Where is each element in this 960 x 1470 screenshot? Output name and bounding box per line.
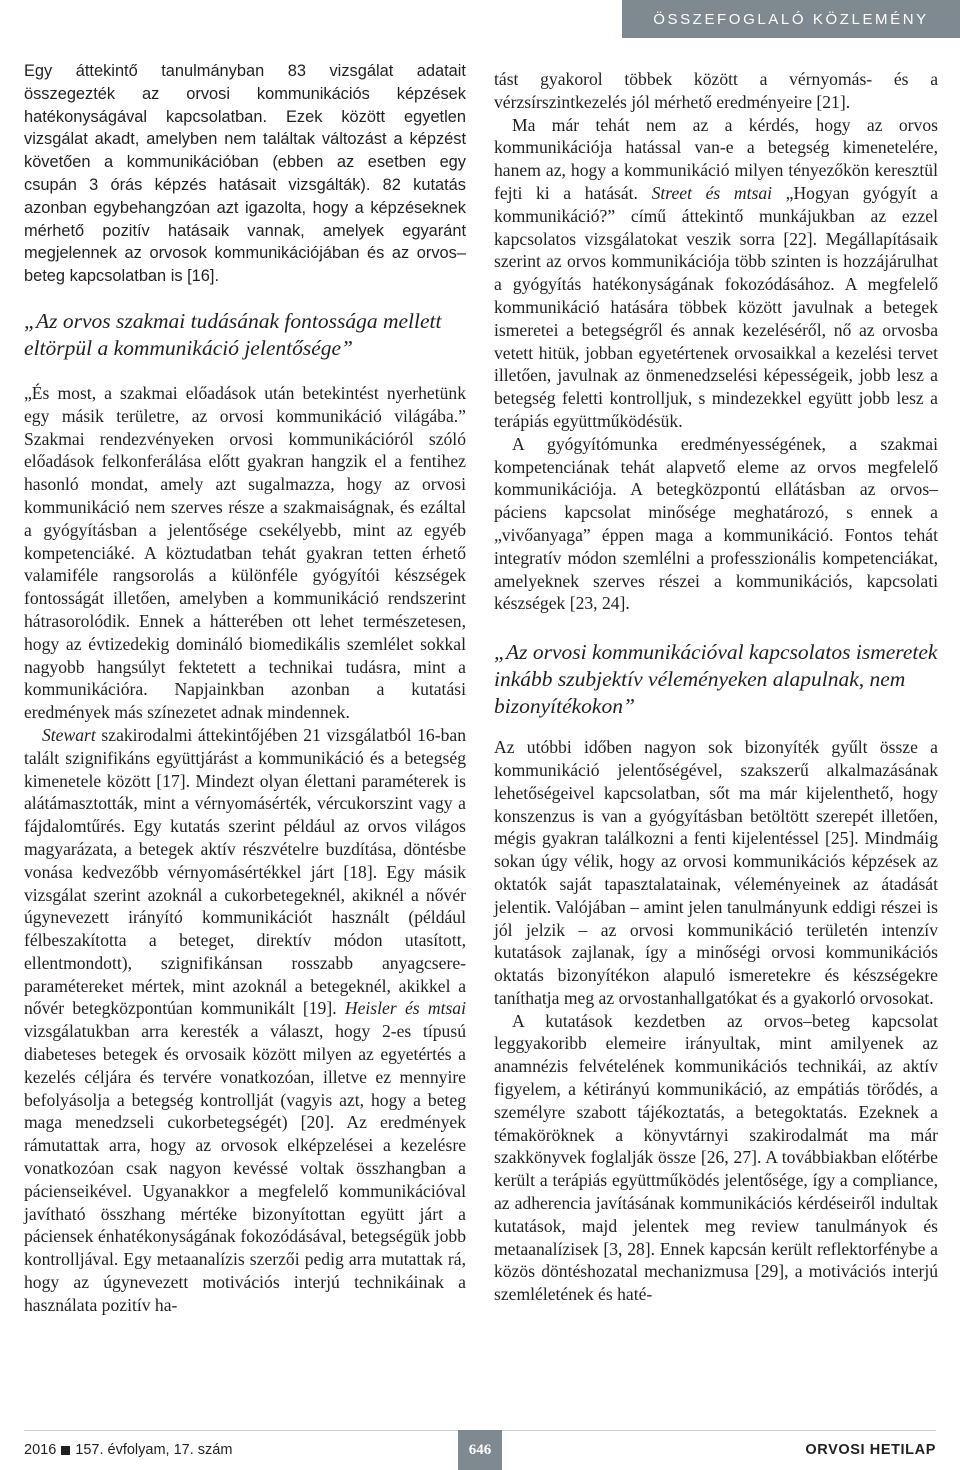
author-citation: Street és mtsai: [651, 182, 773, 203]
section-heading-2: „Az orvosi kommunikációval kapcsolatos ismeretek inkább szubjektív véleményeken alapulnak, nem bizonyítékokon”: [494, 640, 938, 719]
body-paragraph: tást gyakorol többek között a vérnyomás- és a vérzsírszintkezelés jól mérhető eredményeire [21].: [494, 69, 938, 112]
page-number: 646: [458, 1430, 502, 1470]
author-citation: Stewart: [42, 724, 96, 745]
journal-name: ORVOSI HETILAP: [805, 1442, 936, 1458]
body-text: vizsgálatukban arra keresték a választ, hogy 2-es típusú diabeteses betegek és orvosaik között milyen az egyetértés a kezelés céljára és tervére vonatkozóan, illetve ez mennyire befolyásolja a betegség kontrollját (vagyis azt, hogy a beteg maga menedzseli cukorbetegségét) [20]. Az eredmények rámutattak arra, hogy az orvosok elképzelései a kezelésre vonatkozóan csak nagyon kevéssé voltak összhangban a pácienseikével. Ugyanakkor a megfelelő kommunikációval javítható összhang mértéke bizonyítottan együtt járt a páciensek énhatékonyságának fokozódásával, betegségük jobb kontrolljával. Egy metaanalízis szerzői pedig arra mutattak rá, hogy az úgynevezett motivációs interjú technikáinak a használata pozitív ha-: [24, 1021, 466, 1315]
footer-year: 2016: [24, 1442, 57, 1458]
author-citation: Heisler és mtsai: [344, 998, 466, 1019]
section-label: ÖSSZEFOGLALÓ KÖZLEMÉNY: [622, 0, 960, 38]
intro-paragraph: Egy áttekintő tanulmányban 83 vizsgálat adatait összegezték az orvosi kommunikációs képzések hatékonyságával kapcsolatban. Ezek között egyetlen vizsgálat akadt, amelyben nem találtak változást a képzést követően a kommunikációban (ebben az esetben egy csupán 3 órás képzés hatásait vizsgálták). 82 kutatás azonban egybehangzóan azt igazolta, hogy a képzéseknek mérhető pozitív hatásaik vannak, amelyek egyaránt megjelennek az orvosok kommunikációjában és az orvos–beteg kapcsolatban is [16].: [24, 62, 466, 286]
footer-volume: 157. évfolyam, 17. szám: [75, 1442, 233, 1458]
body-paragraph: A kutatások kezdetben az orvos–beteg kapcsolat leggyakoribb elemeire irányultak, mint amilyenek az anamnézis felvételének kommunikációs technikái, az aktív figyelem, a kétirányú kommunikáció, az empátiás törődés, a személyre szabott tájékoztatás, a betegoktatás. Ezeknek a témaköröknek a könyvtárnyi szakirodalmát ma már szakkönyvek foglalják össze [26, 27]. A továbbiakban előtérbe került a terápiás együttműködés jelentősége, így a compliance, az adherencia javításának kommunikációs kérdéseiről indultak kutatások, majd jelentek meg review tanulmányok és metaanalízisek [3, 28]. Ennek kapcsán került reflektorfénybe a közös döntéshozatal mechanizmusa [29], a motivációs interjú szemléletének és haté-: [494, 1010, 938, 1305]
right-column: [494, 68, 938, 1306]
body-text: „Hogyan gyógyít a kommunikáció?” című áttekintő munkájukban az ezzel kapcsolatos vizsgálatokat veszik sorra [22]. Megállapításaik szerint az orvos kommunikációja több szinten is hozzájárulhat a gyógyítás hatékonyságának fokozódásához. A megfelelő kommunikáció hatására többek között javulnak a betegek ismeretei a betegségről és annak kezeléséről, nő az orvosba vetett hitük, jobban egyetértenek orvosaikkal a kezelési tervet illetően, javulnak az önmenedzselési képességeik, jobb lesz a betegség feletti kontrolljuk, s mindezekkel együtt jobb lesz a terápiás együttműködésük.: [494, 182, 938, 431]
body-text: szakirodalmi áttekintőjében 21 vizsgálatból 16-ban talált szignifikáns együttjárást a kommunikáció és a betegség kimenetele között [17]. Mindezt olyan élettani paraméterek is alátámasztották, mint a vérnyomásérték, vércukorszint vagy a fájdalomtűrés. Egy kutatás szerint például az orvos világos magyarázata, a betegek aktív részvételre buzdítása, döntésbe vonása kedvezőbb vérnyomásértékkel járt [18]. Egy másik vizsgálat szerint azoknál a cukorbetegeknél, akiknél a nővér úgynevezett irányító kommunikációt használt (például félbeszakította a beteget, direktív módon utasított, ellentmondott), szignifikánsan rosszabb anyagcsere-paramétereket mértek, mint azoknál a betegeknél, akikkel a nővér betegközpontúan kommunikált [19].: [24, 724, 466, 1019]
body-paragraph: [494, 114, 938, 433]
left-column: [24, 60, 466, 1317]
body-text: Ma már tehát nem az a kérdés, hogy az orvos kommunikációja hatással van-e a betegség kimenetelére, hanem az, hogy a kommunikáció milyen tényezőkön keresztül fejti ki a hatását.: [494, 114, 938, 203]
body-paragraph: „És most, a szakmai előadások után betekintést nyerhetünk egy másik területre, az orvosi kommunikáció világába.” Szakmai rendezvényeken orvosi kommunikációról szóló előadások felkonferálása előtt gyakran hangzik el a fentihez hasonló mondat, amely azt sugalmazza, hogy az orvosi kommunikáció nem szerves része a szakmaiságnak, és ezáltal a gyógyításban a jelentősége csekélyebb, mint az egyéb kompetenciáké. A köztudatban tehát gyakran tetten érhető valamiféle rangsorolás a különféle gyógyítói készségek fontosságát illetően, amelyben a kommunikáció rendszerint hátrasorolódik. Ennek a hátterében ott lehet természetesen, hogy az évtizedekig domináló biomedikális szemlélet sokkal nagyobb hangsúlyt fektetett a technikai tudásra, mint a kommunikációra. Napjainkban azonban a kutatási eredmények más színezetet adnak mindennek.: [24, 382, 466, 723]
body-paragraph: [24, 724, 466, 1317]
square-separator-icon: [61, 1446, 70, 1455]
body-paragraph: Az utóbbi időben nagyon sok bizonyíték gyűlt össze a kommunikáció jelentőségével, szakszerű alkalmazásának lehetőségeivel kapcsolatban, sőt ma már kijelenthető, hogy konszenzus is van a gyógyításban betöltött szerepét illetően, mégis gyakran találkozni a fenti kijelentéssel [25]. Mindmáig sokan úgy vélik, hogy az orvosi kommunikációs képzések az oktatók saját tapasztalatainak, véleményeinek az átadását jelentik. Valójában – amint jelen tanulmányunk eddigi részei is jól jelzik – az orvosi kommunikáció területén intenzív kutatások zajlanak, így a minőségi orvosi kommunikációs oktatás bizonyítékon alapuló ismeretekre és készségekre taníthatja meg az orvostanhallgatókat és a gyakorló orvosokat.: [494, 737, 938, 1008]
section-heading-1: „Az orvos szakmai tudásának fontossága mellett eltörpül a kommunikáció jelentősége”: [24, 308, 442, 360]
footer-issue-info: [24, 1442, 232, 1458]
body-paragraph: A gyógyítómunka eredményességének, a szakmai kompetenciának tehát alapvető eleme az orvos megfelelő kommunikációja. A betegközpontú ellátásban az orvos–páciens kapcsolat minősége meghatározó, s ennek a „vivőanyaga” éppen maga a kommunikáció. Fontos tehát integratív módon szemlélni a professzionális kompetenciákat, amelyeknek szerves részei a kommunikációs, kapcsolati készségek [23, 24].: [494, 433, 938, 614]
